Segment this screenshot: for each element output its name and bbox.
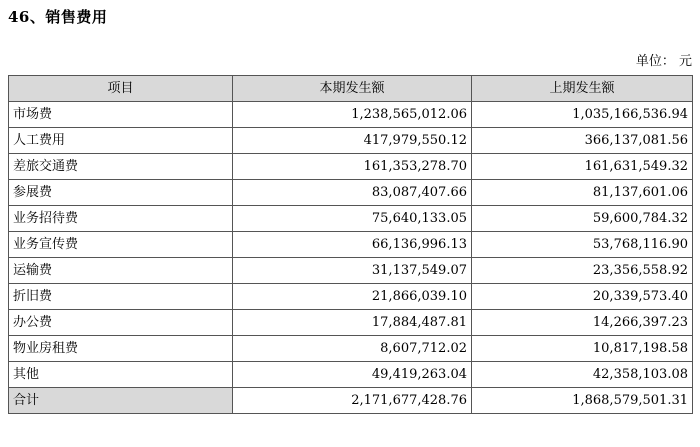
table-row	[9, 284, 693, 310]
row-current: 8,607,712.02	[233, 336, 472, 362]
row-previous: 161,631,549.32	[472, 154, 693, 180]
row-item: 其他	[9, 362, 233, 388]
unit-label: 单位： 元	[635, 54, 692, 69]
row-item: 参展费	[9, 180, 233, 206]
table-row	[9, 102, 693, 128]
header-current-period: 本期发生额	[233, 76, 472, 102]
row-current: 66,136,996.13	[233, 232, 472, 258]
row-item: 人工费用	[9, 128, 233, 154]
row-previous: 20,339,573.40	[472, 284, 693, 310]
row-current: 75,640,133.05	[233, 206, 472, 232]
table-header-row	[9, 76, 693, 102]
row-previous: 23,356,558.92	[472, 258, 693, 284]
table-row	[9, 310, 693, 336]
total-previous: 1,868,579,501.31	[472, 388, 693, 414]
row-item: 折旧费	[9, 284, 233, 310]
row-previous: 42,358,103.08	[472, 362, 693, 388]
row-previous: 59,600,784.32	[472, 206, 693, 232]
row-current: 49,419,263.04	[233, 362, 472, 388]
row-previous: 81,137,601.06	[472, 180, 693, 206]
table-row	[9, 336, 693, 362]
sales-expenses-table	[8, 75, 693, 414]
table-row	[9, 232, 693, 258]
row-current: 83,087,407.66	[233, 180, 472, 206]
total-label: 合计	[9, 388, 233, 414]
row-current: 161,353,278.70	[233, 154, 472, 180]
table-total-row	[9, 388, 693, 414]
table-row	[9, 362, 693, 388]
row-current: 1,238,565,012.06	[233, 102, 472, 128]
header-item: 项目	[9, 76, 233, 102]
row-item: 办公费	[9, 310, 233, 336]
row-item: 业务宣传费	[9, 232, 233, 258]
row-current: 31,137,549.07	[233, 258, 472, 284]
table-row	[9, 180, 693, 206]
section-title: 46、销售费用	[8, 8, 108, 26]
row-item: 差旅交通费	[9, 154, 233, 180]
row-item: 业务招待费	[9, 206, 233, 232]
row-current: 21,866,039.10	[233, 284, 472, 310]
row-previous: 1,035,166,536.94	[472, 102, 693, 128]
row-item: 运输费	[9, 258, 233, 284]
table-row	[9, 258, 693, 284]
row-previous: 14,266,397.23	[472, 310, 693, 336]
header-previous-period: 上期发生额	[472, 76, 693, 102]
row-item: 物业房租费	[9, 336, 233, 362]
row-previous: 10,817,198.58	[472, 336, 693, 362]
total-current: 2,171,677,428.76	[233, 388, 472, 414]
row-previous: 366,137,081.56	[472, 128, 693, 154]
row-item: 市场费	[9, 102, 233, 128]
table-row	[9, 128, 693, 154]
row-current: 417,979,550.12	[233, 128, 472, 154]
table-row	[9, 154, 693, 180]
table-row	[9, 206, 693, 232]
row-previous: 53,768,116.90	[472, 232, 693, 258]
row-current: 17,884,487.81	[233, 310, 472, 336]
